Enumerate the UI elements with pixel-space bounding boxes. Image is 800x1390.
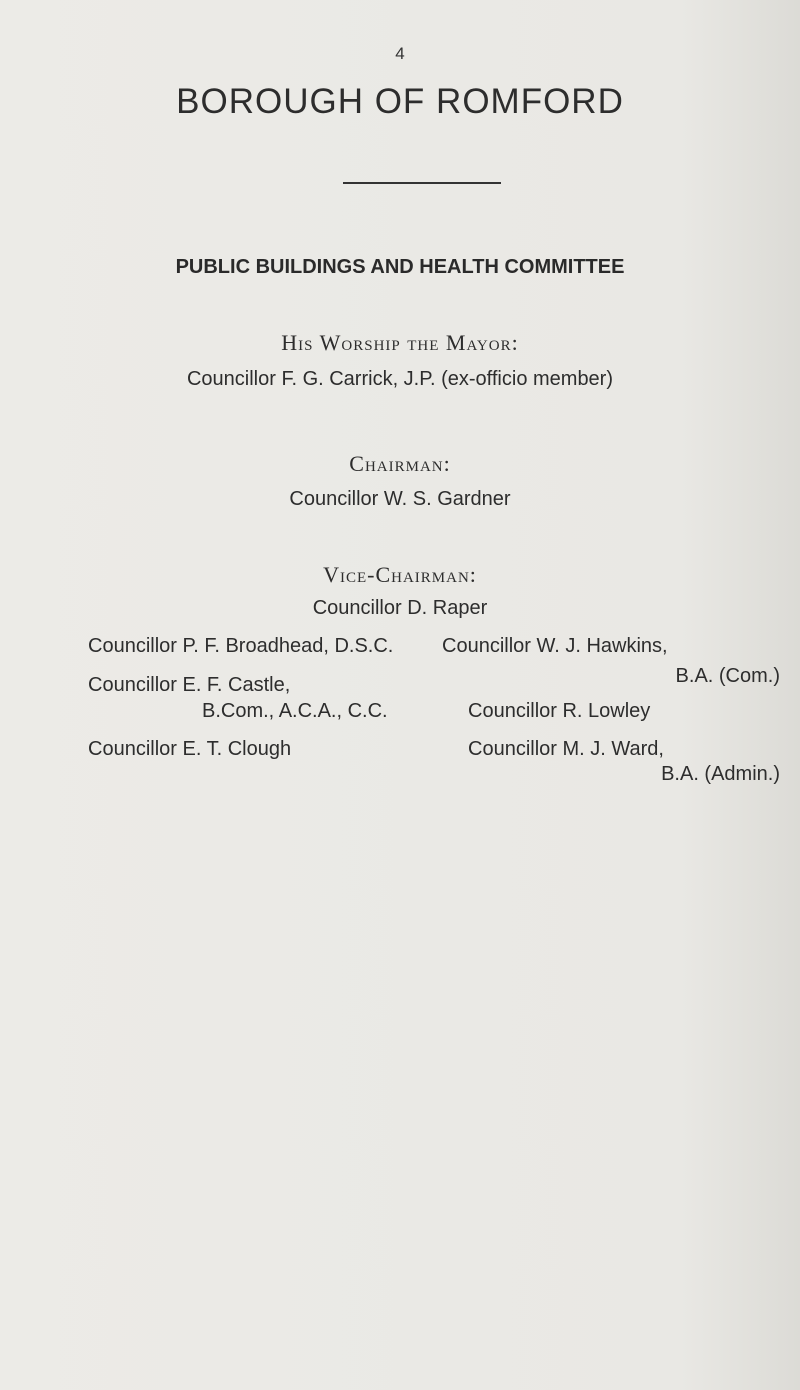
committee-heading: PUBLIC BUILDINGS AND HEALTH COMMITTEE <box>175 256 625 278</box>
mayor-role-label: His Worship the Mayor: <box>281 330 519 355</box>
member-broadhead: Councillor P. F. Broadhead, D.S.C. <box>88 635 394 657</box>
page-number: 4 <box>395 44 405 63</box>
chairman-role-label: Chairman: <box>349 451 451 476</box>
member-hawkins: Councillor W. J. Hawkins, <box>442 635 668 657</box>
member-castle-degree: B.Com., A.C.A., C.C. <box>202 700 388 722</box>
vice-chairman-role-label: Vice-Chairman: <box>323 562 477 587</box>
member-hawkins-degree: B.A. (Com.) <box>675 665 780 687</box>
chairman-name: Councillor W. S. Gardner <box>289 488 511 510</box>
member-clough: Councillor E. T. Clough <box>88 738 292 760</box>
title-divider <box>343 182 501 184</box>
member-castle: Councillor E. F. Castle, <box>88 674 291 696</box>
document-title: BOROUGH OF ROMFORD <box>176 82 624 121</box>
member-ward: Councillor M. J. Ward, <box>468 738 664 760</box>
mayor-name: Councillor F. G. Carrick, J.P. (ex-officio member) <box>186 368 614 390</box>
member-lowley: Councillor R. Lowley <box>468 700 651 722</box>
vice-chairman-name: Councillor D. Raper <box>312 597 488 619</box>
member-ward-degree: B.A. (Admin.) <box>661 763 780 785</box>
